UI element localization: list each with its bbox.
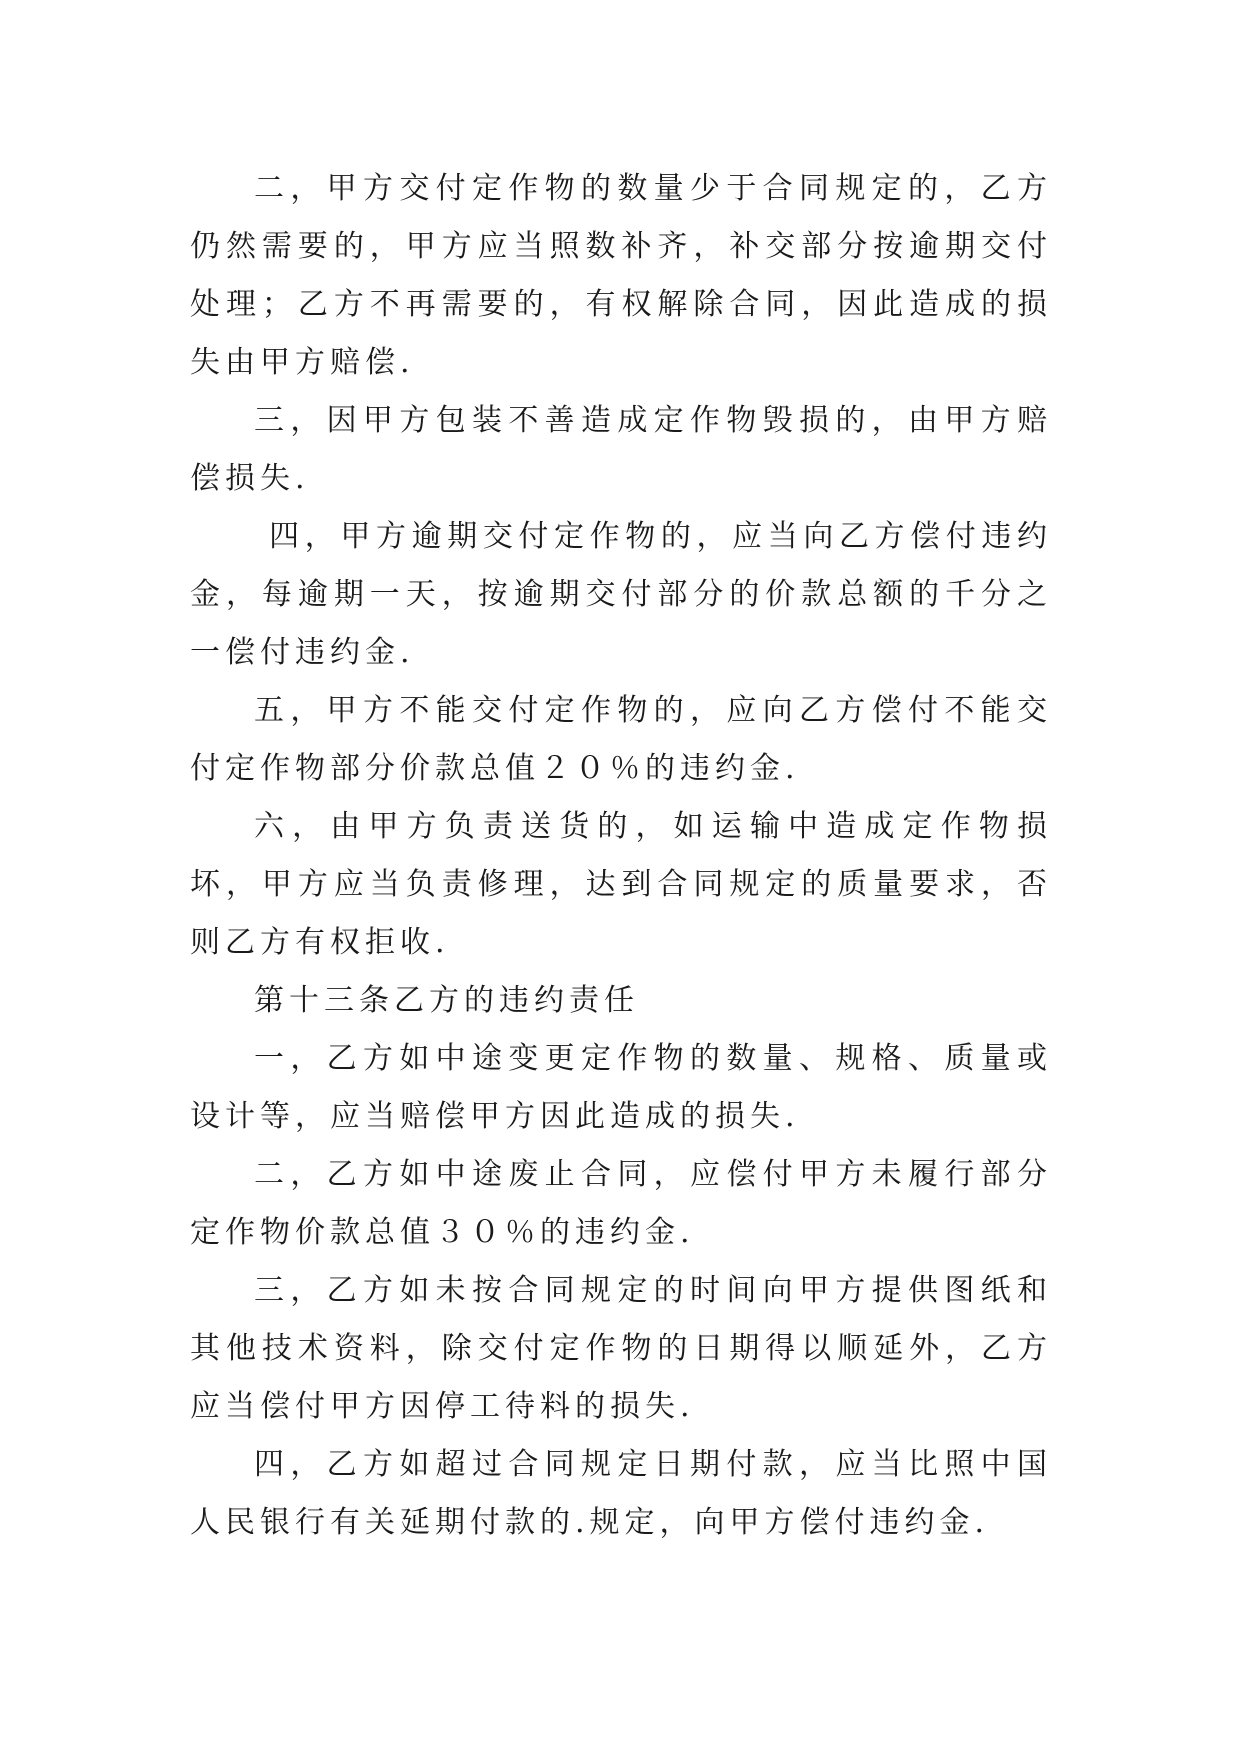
- paragraph-clause-2: 二，甲方交付定作物的数量少于合同规定的，乙方仍然需要的，甲方应当照数补齐，补交部分按逾期交付处理；乙方不再需要的，有权解除合同，因此造成的损失由甲方赔偿.: [190, 171, 1052, 380]
- paragraph-party-b-clause-4: 四，乙方如超过合同规定日期付款，应当比照中国人民银行有关延期付款的.规定，向甲方偿付违约金.: [190, 1447, 1052, 1540]
- paragraph-party-b-clause-3: 三，乙方如未按合同规定的时间向甲方提供图纸和其他技术资料，除交付定作物的日期得以顺延外，乙方应当偿付甲方因停工待料的损失.: [190, 1273, 1052, 1424]
- document-body: [190, 160, 1052, 1552]
- paragraph-clause-3: 三，因甲方包装不善造成定作物毁损的，由甲方赔偿损失.: [190, 403, 1052, 496]
- paragraph-clause-4: 四，甲方逾期交付定作物的，应当向乙方偿付违约金，每逾期一天，按逾期交付部分的价款总额的千分之一偿付违约金.: [190, 519, 1052, 670]
- paragraph-clause-5: 五，甲方不能交付定作物的，应向乙方偿付不能交付定作物部分价款总值２０％的违约金.: [190, 693, 1052, 786]
- paragraph-clause-6: 六，由甲方负责送货的，如运输中造成定作物损坏，甲方应当负责修理，达到合同规定的质量要求，否则乙方有权拒收.: [190, 809, 1052, 960]
- paragraph-party-b-clause-2: 二，乙方如中途废止合同，应偿付甲方未履行部分定作物价款总值３０％的违约金.: [190, 1157, 1052, 1250]
- section-heading-article-13: 第十三条乙方的违约责任: [254, 983, 639, 1018]
- paragraph-party-b-clause-1: 一，乙方如中途变更定作物的数量、规格、质量或设计等，应当赔偿甲方因此造成的损失.: [190, 1041, 1052, 1134]
